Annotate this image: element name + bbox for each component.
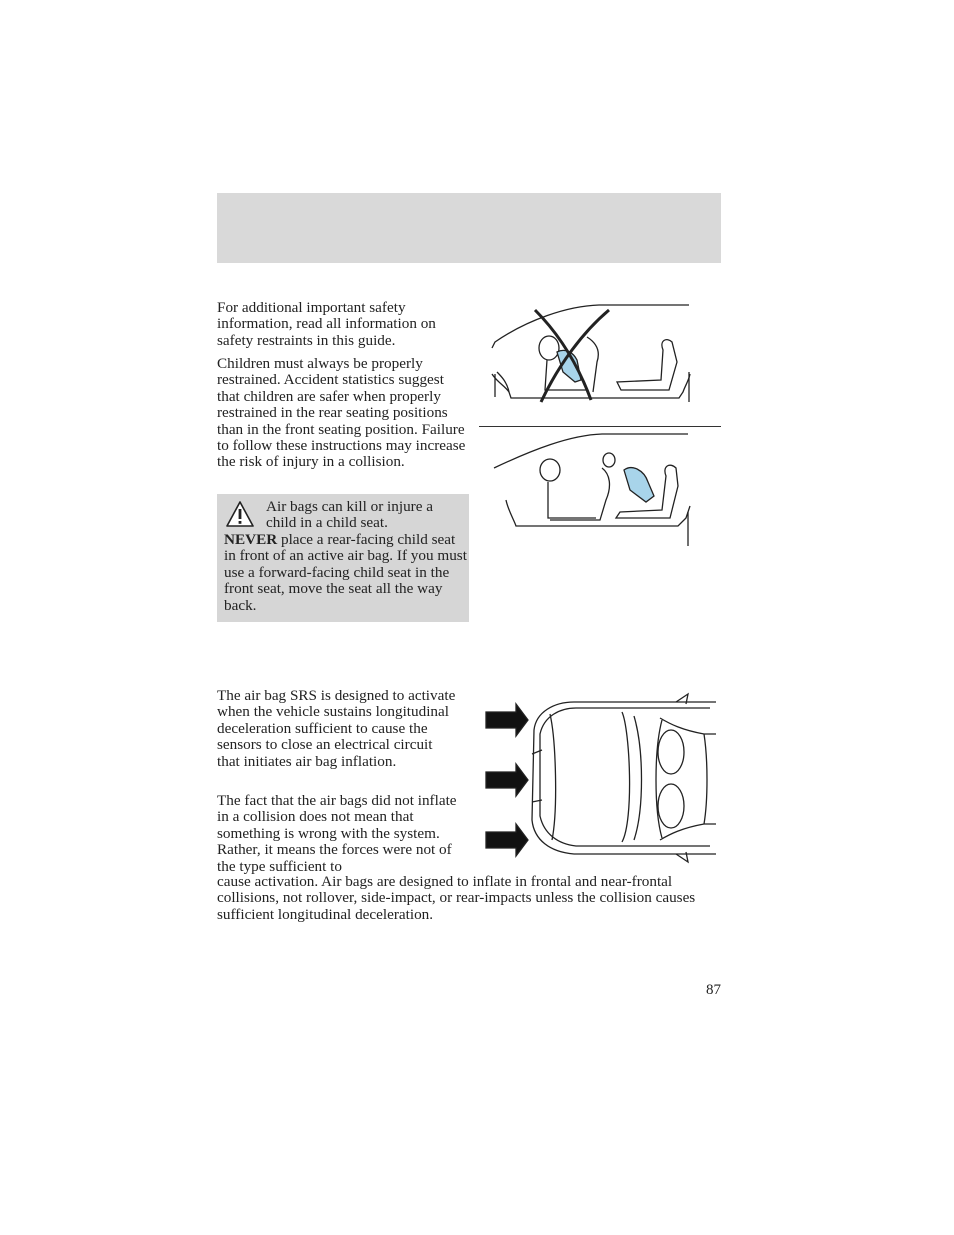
impact-arrow-icon: [486, 764, 528, 796]
airbag-srs-paragraph: The air bag SRS is designed to activate when the vehicle sustains longitudinal deceleration sufficient to cause the sensors to close an electrical circuit that initiates air bag inflation.: [217, 687, 456, 770]
warning-text-rest: [224, 532, 469, 614]
children-restraint-paragraph: Children must always be properly restrained. Accident statistics suggest that children are safer when properly restrained in the rear seating positions than in the front seating position. Failure to follow these instructions may increase the risk of injury in a collision.: [217, 355, 466, 471]
warning-triangle-icon: [225, 500, 255, 528]
warning-text-body: place a rear-facing child seat in front of an active air bag. If you must use a forward-facing child seat in the front seat, move the seat all the way back.: [224, 531, 467, 614]
page-number: 87: [706, 982, 721, 998]
warning-box: [217, 494, 469, 622]
warning-emphasis: NEVER: [224, 531, 278, 548]
rear-seat-child-seat-illustration: [492, 430, 692, 548]
safety-info-paragraph: For additional important safety information, read all information on safety restraints in this guide.: [217, 299, 436, 349]
impact-arrow-icon: [486, 824, 528, 856]
impact-arrow-icon: [486, 704, 528, 736]
airbag-not-inflated-paragraph-start: The fact that the air bags did not inflate in a collision does not mean that something is wrong with the system. Rather, it means the forces were not of the type sufficient to: [217, 792, 457, 875]
illustration-divider: [479, 426, 721, 427]
front-seat-child-seat-illustration: [487, 302, 693, 412]
airbag-not-inflated-paragraph-end: cause activation. Air bags are designed to inflate in frontal and near-frontal collisions, not rollover, side-impact, or rear-impacts unless the collision causes sufficient longitudinal deceleration.: [217, 873, 696, 923]
frontal-impact-illustration: [484, 690, 720, 868]
warning-text-first: Air bags can kill or injure a child in a child seat.: [266, 498, 434, 532]
section-header-band: [217, 193, 721, 263]
